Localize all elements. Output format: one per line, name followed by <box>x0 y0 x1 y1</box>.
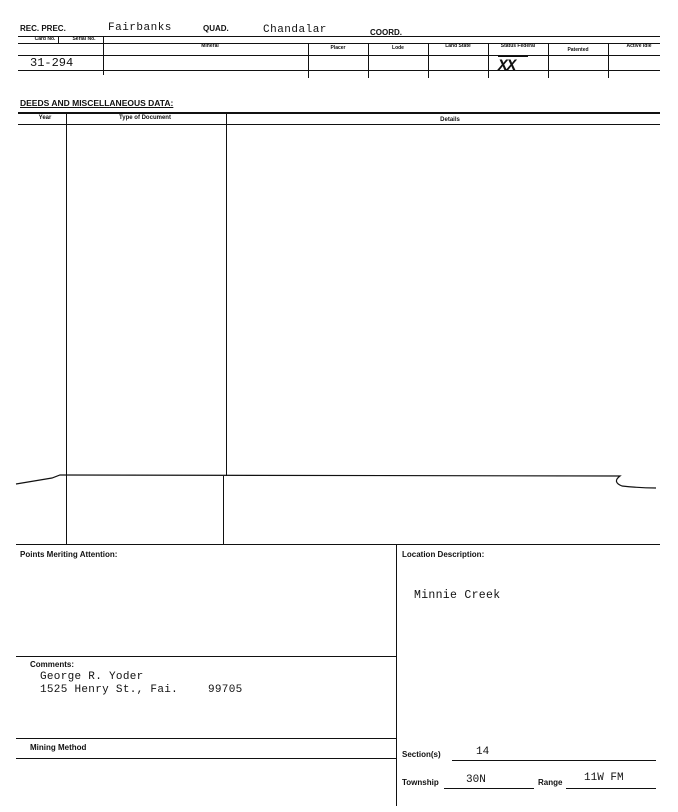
status-mark-stroke <box>498 56 528 57</box>
deeds-header-rule <box>18 124 660 125</box>
section-label: Section(s) <box>402 750 441 759</box>
col-card-no: Card No. <box>34 36 56 42</box>
comments-top-rule <box>16 656 396 657</box>
row-bottom-rule <box>18 70 660 71</box>
divider-card-serial-top <box>58 37 59 43</box>
comments-line-1: George R. Yoder <box>40 671 144 683</box>
quad-value: Chandalar <box>263 24 327 36</box>
range-value: 11W FM <box>584 772 624 784</box>
location-label: Location Description: <box>402 550 485 559</box>
col-lode: Lode <box>392 45 404 51</box>
range-field-line <box>566 788 656 789</box>
rec-prec-value: Fairbanks <box>108 22 172 34</box>
deeds-bottom-rule <box>16 544 660 545</box>
deeds-divider-type-upper <box>226 112 227 476</box>
status-federal-value: XX <box>498 57 516 75</box>
divider-mineral-placer <box>308 43 309 78</box>
comments-line-2: 1525 Henry St., Fai. <box>40 684 179 696</box>
township-field-line <box>444 788 534 789</box>
township-value: 30N <box>466 774 486 786</box>
quad-label: QUAD. <box>203 24 229 33</box>
township-label: Township <box>402 778 439 787</box>
page-fold-line <box>0 468 678 498</box>
header-top-rule-2 <box>18 43 660 44</box>
divider-placer-lode <box>368 43 369 78</box>
divider-serial-mineral <box>103 37 104 75</box>
col-placer: Placer <box>330 45 346 51</box>
rec-prec-label: REC. PREC. <box>20 24 66 33</box>
coord-label: COORD. <box>370 28 402 37</box>
col-year: Year <box>38 115 52 121</box>
mining-method-label: Mining Method <box>30 743 87 752</box>
comments-label: Comments: <box>30 660 75 669</box>
section-field-line <box>452 760 656 761</box>
mining-method-top-rule <box>16 738 396 739</box>
location-value: Minnie Creek <box>414 589 501 602</box>
divider-lode-land <box>428 43 429 78</box>
divider-status-patented <box>548 43 549 78</box>
deeds-title: DEEDS AND MISCELLANEOUS DATA: <box>20 98 174 108</box>
col-active-idle: Active Idle <box>626 43 652 49</box>
mining-method-bottom-rule <box>16 758 396 759</box>
comments-zip: 99705 <box>208 684 243 696</box>
col-serial-no: Serial No. <box>72 36 96 42</box>
column-header-rule <box>18 55 660 56</box>
col-mineral: Mineral <box>201 43 219 49</box>
col-patented: Patented <box>567 47 589 53</box>
col-type-of-document: Type of Document <box>119 115 171 121</box>
divider-land-status <box>488 43 489 78</box>
deeds-top-rule <box>18 112 660 114</box>
col-details: Details <box>440 117 460 123</box>
col-land-state: Land State <box>445 43 471 49</box>
range-label: Range <box>538 778 563 787</box>
col-status-federal: Status Federal <box>500 43 536 49</box>
section-value: 14 <box>476 746 490 758</box>
points-label: Points Meriting Attention: <box>20 550 118 559</box>
divider-patented-active <box>608 43 609 78</box>
card-no-value: 31-294 <box>30 56 74 70</box>
header-top-rule <box>18 36 660 37</box>
location-divider <box>396 544 397 806</box>
